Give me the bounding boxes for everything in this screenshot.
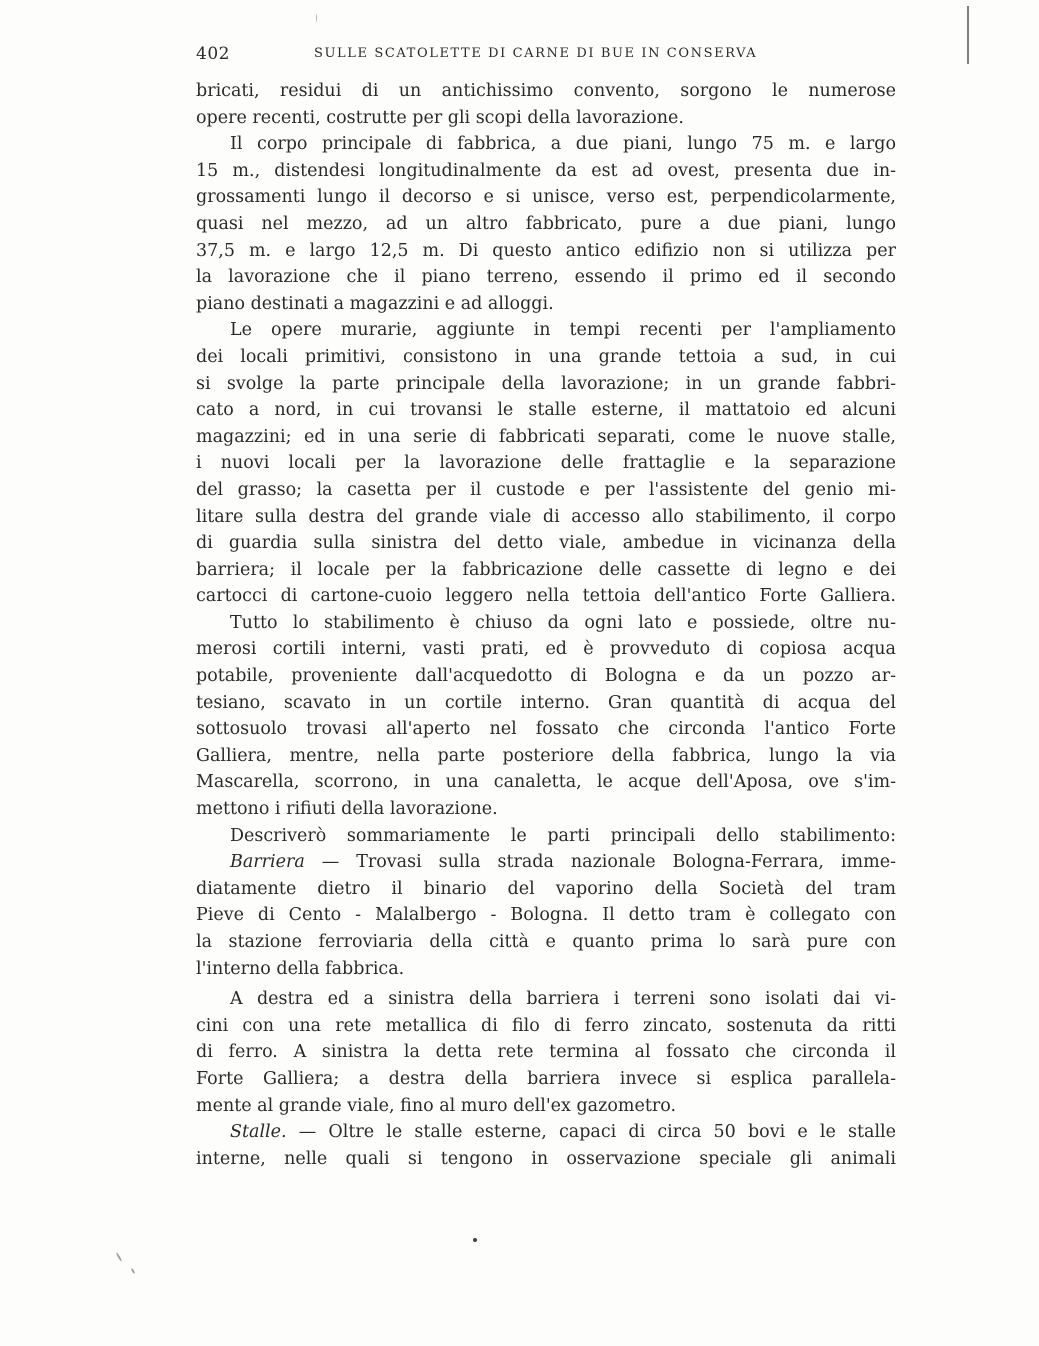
- text-line: bricati, residui di un antichissimo convento, sorgono le numerose: [196, 81, 896, 101]
- text-line: quasi nel mezzo, ad un altro fabbricato, pure a due piani, lungo: [196, 213, 896, 234]
- ink-speck: [316, 14, 317, 22]
- body-text: [196, 78, 896, 1172]
- text-line: barriera; il locale per la fabbricazione delle cassette di legno e dei: [196, 559, 896, 580]
- text-line: diatamente dietro il binario del vaporino della Società del tram: [196, 878, 896, 899]
- text-line: merosi cortili interni, vasti prati, ed è provveduto di copiosa acqua: [196, 639, 896, 660]
- ink-speck: [131, 1268, 136, 1274]
- running-title: SULLE SCATOLETTE DI CARNE DI BUE IN CONSERVA: [314, 46, 758, 61]
- text-line: Le opere murarie, aggiunte in tempi recenti per l'ampliamento: [230, 320, 896, 341]
- text-line: litare sulla destra del grande viale di accesso allo stabilimento, il corpo: [196, 506, 896, 527]
- text-line: di ferro. A sinistra la detta rete termina al fossato che circonda il: [196, 1042, 896, 1063]
- text-line: cartocci di cartone-cuoio leggero nella tettoia dell'antico Forte Galliera.: [196, 586, 896, 607]
- text-line: 15 m., distendesi longitudinalmente da est ad ovest, presenta due in-: [196, 160, 896, 181]
- margin-rule: [967, 6, 969, 64]
- text-run: — Oltre le stalle esterne, capaci di circa 50 bovi e le stalle: [286, 1122, 896, 1143]
- text-line: sottosuolo trovasi all'aperto nel fossato che circonda l'antico Forte: [196, 719, 896, 740]
- text-line: mente al grande viale, fino al muro dell'ex gazometro.: [196, 1095, 677, 1116]
- page-number: 402: [196, 44, 230, 64]
- text-line: potabile, proveniente dall'acquedotto di Bologna e da un pozzo ar-: [196, 666, 896, 687]
- text-line: interne, nelle quali si tengono in osservazione speciale gli animali: [196, 1148, 896, 1169]
- text-line: Mascarella, scorrono, in una canaletta, le acque dell'Aposa, ove s'im-: [196, 772, 896, 793]
- text-line: A destra ed a sinistra della barriera i terreni sono isolati dai vi-: [230, 989, 896, 1010]
- text-line: piano destinati a magazzini e ad alloggi.: [196, 293, 554, 314]
- text-line: 37,5 m. e largo 12,5 m. Di questo antico edifizio non si utilizza per: [196, 240, 896, 261]
- text-line: dei locali primitivi, consistono in una grande tettoia a sud, in cui: [196, 346, 896, 367]
- text-line: la stazione ferroviaria della città e quanto prima lo sarà pure con: [196, 932, 896, 952]
- ink-speck: [116, 1252, 123, 1262]
- section-lead-barriera: Barriera: [230, 852, 305, 873]
- text-line: grossamenti lungo il decorso e si unisce, verso est, perpendicolarmente,: [196, 187, 896, 208]
- text-line: mettono i rifiuti della lavorazione.: [196, 799, 498, 820]
- text-line: del grasso; la casetta per il custode e per l'assistente del genio mi-: [196, 479, 896, 500]
- text-line: cini con una rete metallica di filo di ferro zincato, sostenuta da ritti: [196, 1015, 896, 1036]
- text-line: si svolge la parte principale della lavorazione; in un grande fabbri-: [196, 373, 896, 394]
- page-header: [196, 44, 896, 68]
- text-run: — Trovasi sulla strada nazionale Bologna-Ferrara, imme-: [304, 852, 896, 873]
- text-line: [196, 1119, 896, 1146]
- text-line: Galliera, mentre, nella parte posteriore della fabbrica, lungo la via: [196, 745, 896, 766]
- text-line: l'interno della fabbrica.: [196, 958, 405, 979]
- text-line: Il corpo principale di fabbrica, a due piani, lungo 75 m. e largo: [230, 134, 896, 155]
- text-line: tesiano, scavato in un cortile interno. Gran quantità di acqua del: [196, 692, 896, 713]
- text-line: cato a nord, in cui trovansi le stalle esterne, il mattatoio ed alcuni: [196, 400, 896, 421]
- ink-speck: [473, 1238, 477, 1242]
- text-line: Forte Galliera; a destra della barriera invece si esplica parallela-: [196, 1068, 896, 1089]
- text-line: Descriverò sommariamente le parti principali dello stabilimento:: [230, 825, 896, 846]
- text-line: opere recenti, costrutte per gli scopi della lavorazione.: [196, 107, 684, 128]
- text-line: la lavorazione che il piano terreno, essendo il primo ed il secondo: [196, 267, 896, 288]
- text-line: i nuovi locali per la lavorazione delle frattaglie e la separazione: [196, 453, 896, 474]
- text-line: Pieve di Cento - Malalbergo - Bologna. Il detto tram è collegato con: [196, 905, 896, 926]
- section-lead-stalle: Stalle.: [230, 1122, 287, 1143]
- text-line: di guardia sulla sinistra del detto viale, ambedue in vicinanza della: [196, 533, 896, 554]
- text-line: [196, 849, 896, 876]
- text-line: magazzini; ed in una serie di fabbricati separati, come le nuove stalle,: [196, 426, 896, 447]
- text-line: Tutto lo stabilimento è chiuso da ogni lato e possiede, oltre nu-: [230, 612, 896, 633]
